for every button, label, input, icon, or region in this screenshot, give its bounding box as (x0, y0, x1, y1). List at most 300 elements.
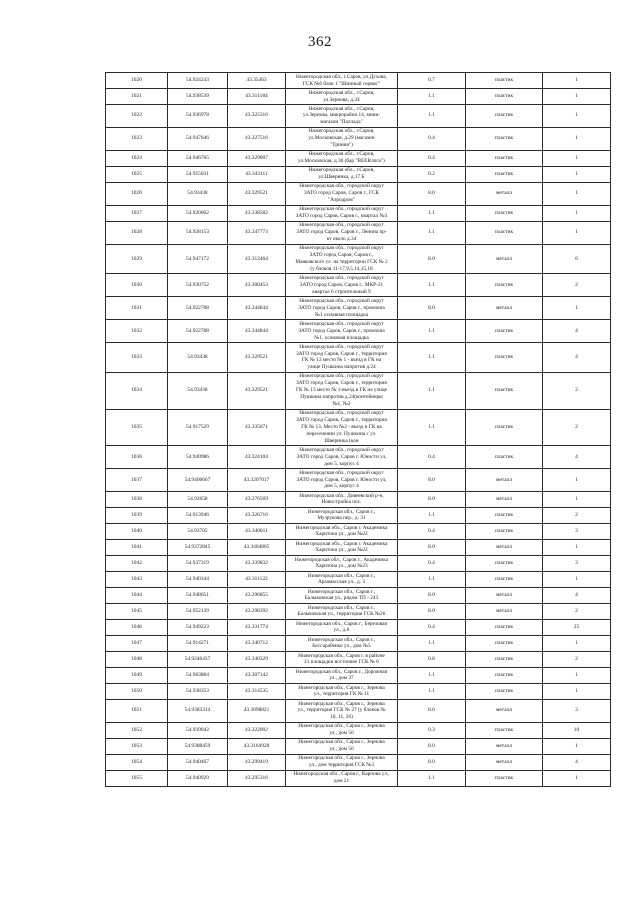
address-line: Бессарабенко ул., дом №5 (312, 643, 371, 650)
container-count-cell: 6 (543, 244, 611, 274)
longitude-cell: 43.329521 (228, 372, 286, 409)
site-number-cell: 1020 (106, 73, 168, 89)
latitude-cell: 54.9406667 (168, 469, 228, 492)
container-volume-cell: 1.1 (398, 683, 466, 699)
address-line: ул., территория ГК № 11 (313, 691, 370, 698)
container-material-cell: пластик (466, 166, 543, 182)
latitude-cell: 54.922788 (168, 297, 228, 320)
address-cell (286, 571, 398, 587)
container-count-cell: 4 (543, 343, 611, 373)
container-material-cell: пластик (466, 274, 543, 297)
address-line: Нижегородская обл., Саров г., Карпова ул., (293, 771, 390, 778)
latitude-cell: 54.917529 (168, 409, 228, 446)
address-line: 10, 11, 26) (330, 714, 353, 721)
address-line: (у блоков 11-17,9,5,14,15,18 (310, 265, 373, 272)
container-material-cell: пластик (466, 770, 543, 786)
latitude-cell: 54.940986 (168, 446, 228, 469)
longitude-cell: 43.312464 (228, 244, 286, 274)
container-count-cell: 2 (543, 651, 611, 667)
address-line: ул., дом территория ГСК №3 (309, 762, 374, 769)
address-line: Нижегородская обл., Саров г., Академика (294, 556, 389, 563)
address-cell (286, 683, 398, 699)
container-material-cell: металл (466, 738, 543, 754)
latitude-cell: 54.949223 (168, 619, 228, 635)
table-row (106, 738, 611, 754)
longitude-cell: 43.338582 (228, 205, 286, 221)
address-line: Шверника (кон (324, 437, 359, 444)
container-volume-cell: 0.4 (398, 127, 466, 150)
longitude-cell: 43.329521 (228, 182, 286, 205)
longitude-cell: 43.299419 (228, 754, 286, 770)
longitude-cell: 43.335671 (228, 409, 286, 446)
table-row (106, 754, 611, 770)
container-material-cell: пластик (466, 89, 543, 105)
latitude-cell: 54.9388459 (168, 738, 228, 754)
table-row (106, 635, 611, 651)
longitude-cell: 43.344844 (228, 297, 286, 320)
container-material-cell: пластик (466, 409, 543, 446)
container-count-cell: 1 (543, 491, 611, 507)
latitude-cell: 54.915031 (168, 166, 228, 182)
address-line: Нижегородская обл., городской округ (299, 410, 384, 417)
container-material-cell: пластик (466, 205, 543, 221)
container-material-cell: пластик (466, 635, 543, 651)
address-line: ЗАТО город Саров, Саров г., промзона (298, 327, 385, 334)
container-volume-cell: 8.0 (398, 244, 466, 274)
address-cell (286, 372, 398, 409)
container-count-cell: 1 (543, 150, 611, 166)
container-count-cell: 1 (543, 73, 611, 89)
longitude-cell: 43.344844 (228, 320, 286, 343)
address-line: Нижегородская обл., г.Саров, (308, 167, 375, 174)
address-line: кт около д.34 (326, 236, 357, 243)
site-number-cell: 1041 (106, 539, 168, 555)
container-count-cell: 2 (543, 603, 611, 619)
site-number-cell: 1051 (106, 699, 168, 722)
table-row (106, 274, 611, 297)
container-count-cell: 1 (543, 770, 611, 786)
longitude-cell: 43.3404805 (228, 539, 286, 555)
container-count-cell: 3 (543, 523, 611, 539)
address-line: ул.Шверника, д.17 Б (318, 174, 365, 181)
container-material-cell: пластик (466, 150, 543, 166)
container-count-cell: 1 (543, 205, 611, 221)
container-volume-cell: 0.8 (398, 651, 466, 667)
longitude-cell: 43.298392 (228, 603, 286, 619)
container-count-cell: 1 (543, 667, 611, 683)
address-line: Нижегородская обл., Саров г., Зернова (298, 739, 385, 746)
site-number-cell: 1050 (106, 683, 168, 699)
container-volume-cell: 1.1 (398, 89, 466, 105)
latitude-cell: 54.937319 (168, 555, 228, 571)
container-count-cell: 1 (543, 571, 611, 587)
address-line: ГК № 13 место № 1-въезд в ГК на улице (296, 387, 387, 394)
address-line: ГСК №6 блок 1 "Шинный сервис" (302, 80, 381, 87)
container-count-cell: 1 (543, 127, 611, 150)
address-line: Нижегородская обл., городской округ (299, 446, 384, 453)
container-volume-cell: 1.1 (398, 770, 466, 786)
address-line: Пушкина напротив д.24(контейнеры (300, 394, 383, 401)
longitude-cell: 43.300453 (228, 274, 286, 297)
container-volume-cell: 1.1 (398, 372, 466, 409)
container-material-cell: пластик (466, 446, 543, 469)
address-line: ЗАТО город Саров, Саров г., территория (296, 380, 387, 387)
address-line: пересечении ул. Пушкина с ул. (306, 430, 377, 437)
container-material-cell: пластик (466, 73, 543, 89)
container-material-cell: металл (466, 182, 543, 205)
address-line: №1, основная площадка (314, 334, 369, 341)
address-cell (286, 105, 398, 128)
address-line: Харитона ул., дом №22 (315, 531, 368, 538)
address-cell (286, 635, 398, 651)
site-number-cell: 1053 (106, 738, 168, 754)
address-line: №1 основная площадка (314, 311, 369, 318)
site-number-cell: 1040 (106, 523, 168, 539)
container-count-cell: 1 (543, 738, 611, 754)
latitude-cell: 54.924243 (168, 73, 228, 89)
address-line: дом 21 (333, 778, 350, 785)
container-volume-cell: 1.1 (398, 205, 466, 221)
longitude-cell: 43.347773 (228, 221, 286, 244)
container-material-cell: пластик (466, 571, 543, 587)
container-volume-cell: 8.0 (398, 754, 466, 770)
table-row (106, 343, 611, 373)
container-volume-cell: 1.1 (398, 507, 466, 523)
site-number-cell: 1028 (106, 221, 168, 244)
site-number-cell: 1049 (106, 667, 168, 683)
table-row (106, 491, 611, 507)
address-line: ЗАТО город Саров, Саров г., Ленина пр- (296, 229, 387, 236)
address-line: ГК № 13. Место №2 - въезд в ГК на (301, 423, 382, 430)
container-count-cell: 1 (543, 89, 611, 105)
address-line: Нижегородская обл., Дивеевский р-н, (299, 492, 384, 499)
address-line: магазин "Палладa" (320, 119, 363, 126)
site-number-cell: 1029 (106, 244, 168, 274)
container-material-cell: пластик (466, 619, 543, 635)
container-sites-table (105, 72, 611, 787)
longitude-cell: 43.327516 (228, 127, 286, 150)
address-line: дом 5, корпус 4 (324, 460, 359, 467)
site-number-cell: 1027 (106, 205, 168, 221)
longitude-cell: 43.340329 (228, 651, 286, 667)
latitude-cell: 54.9372845 (168, 539, 228, 555)
container-count-cell: 1 (543, 182, 611, 205)
container-material-cell: металл (466, 603, 543, 619)
address-cell (286, 343, 398, 373)
container-material-cell: пластик (466, 507, 543, 523)
address-line: Харитона ул., дом №22 (315, 547, 368, 554)
latitude-cell: 54.914271 (168, 635, 228, 651)
container-count-cell: 4 (543, 754, 611, 770)
longitude-cell: 43.343111 (228, 166, 286, 182)
latitude-cell: 54.92658 (168, 491, 228, 507)
latitude-cell: 54.963884 (168, 667, 228, 683)
address-line: Нижегородская обл., г.Саров, (308, 151, 375, 158)
address-line: Нижегородская обл., Саров г., Зернова (298, 700, 385, 707)
address-cell (286, 754, 398, 770)
address-cell (286, 274, 398, 297)
address-line: "Аэродром" (328, 197, 355, 204)
address-cell (286, 619, 398, 635)
site-number-cell: 1033 (106, 343, 168, 373)
table-row (106, 409, 611, 446)
address-line: 21 площадки восточнее ГСК № 6 (304, 659, 379, 666)
longitude-cell: 43.314535 (228, 683, 286, 699)
table-row (106, 297, 611, 320)
longitude-cell: 43.3164928 (228, 738, 286, 754)
container-volume-cell: 8.0 (398, 182, 466, 205)
address-line: Нижегородская обл., Саров г., (307, 604, 376, 611)
table-row (106, 182, 611, 205)
address-cell (286, 539, 398, 555)
container-material-cell: металл (466, 244, 543, 274)
address-line: Нижегородская обл., городской округ (299, 320, 384, 327)
address-line: Нижегородская обл., Саров г., (307, 508, 376, 515)
site-number-cell: 1042 (106, 555, 168, 571)
address-line: Нижегородская обл., Саров г., (307, 636, 376, 643)
container-count-cell: 3 (543, 699, 611, 722)
container-volume-cell: 1.1 (398, 571, 466, 587)
site-number-cell: 1044 (106, 587, 168, 603)
site-number-cell: 1048 (106, 651, 168, 667)
container-material-cell: металл (466, 297, 543, 320)
address-line: ул., дом 50 (329, 730, 354, 737)
container-count-cell: 1 (543, 297, 611, 320)
address-cell (286, 555, 398, 571)
site-number-cell: 1030 (106, 274, 168, 297)
latitude-cell: 54.93705 (168, 523, 228, 539)
longitude-cell: 43.329521 (228, 343, 286, 373)
address-line: ЗАТО город Саров, Саров г., квартал №3 (295, 213, 388, 220)
container-count-cell: 10 (543, 722, 611, 738)
site-number-cell: 1036 (106, 446, 168, 469)
container-volume-cell: 8.0 (398, 297, 466, 320)
longitude-cell: 43.340712 (228, 635, 286, 651)
latitude-cell: 54.940467 (168, 754, 228, 770)
longitude-cell: 43.339832 (228, 555, 286, 571)
site-number-cell: 1021 (106, 89, 168, 105)
latitude-cell: 54.93438 (168, 343, 228, 373)
table-row (106, 603, 611, 619)
table-row (106, 469, 611, 492)
site-number-cell: 1031 (106, 297, 168, 320)
site-number-cell: 1043 (106, 571, 168, 587)
site-number-cell: 1034 (106, 372, 168, 409)
address-line: Нижегородская обл., Саров г., Зернова (298, 723, 385, 730)
address-line: Нижегородская обл., городской округ (299, 183, 384, 190)
table-row (106, 619, 611, 635)
table-row (106, 73, 611, 89)
address-cell (286, 127, 398, 150)
container-count-cell: 1 (543, 105, 611, 128)
longitude-cell: 43.276569 (228, 491, 286, 507)
address-line: ЗАТО город Саров, Саров г., (309, 252, 374, 259)
container-material-cell: пластик (466, 127, 543, 150)
address-cell (286, 651, 398, 667)
address-line: Нижегородская обл., Саров г., Березовая (296, 620, 387, 627)
container-volume-cell: 8.0 (398, 699, 466, 722)
container-volume-cell: 1.1 (398, 105, 466, 128)
address-cell (286, 507, 398, 523)
address-line: Нижегородская обл., городской округ (299, 274, 384, 281)
container-material-cell: пластик (466, 722, 543, 738)
latitude-cell: 54.9246437 (168, 651, 228, 667)
address-line: Нижегородская обл., Саров г., (307, 588, 376, 595)
table-row (106, 105, 611, 128)
container-volume-cell: 0.4 (398, 523, 466, 539)
address-line: Нижегородская обл., г.Саров, (308, 89, 375, 96)
container-material-cell: пластик (466, 343, 543, 373)
address-line: "Триния") (330, 142, 353, 149)
address-line: ЗАТО город Саров, Саров г., МКР-21 (299, 281, 384, 288)
container-material-cell: металл (466, 491, 543, 507)
latitude-cell: 54.920062 (168, 205, 228, 221)
address-cell (286, 182, 398, 205)
site-number-cell: 1038 (106, 491, 168, 507)
table-row (106, 651, 611, 667)
address-line: Нижегородская обл., Саров г., Зернова (298, 755, 385, 762)
site-number-cell: 1047 (106, 635, 168, 651)
address-line: Нижегородская обл., г.Саров, (308, 128, 375, 135)
table-body (106, 73, 611, 787)
address-line: ул., дом 37 (329, 675, 354, 682)
address-cell (286, 603, 398, 619)
address-line: Нижегородская обл., городской округ (299, 297, 384, 304)
container-count-cell: 4 (543, 587, 611, 603)
container-material-cell: пластик (466, 523, 543, 539)
container-count-cell: 25 (543, 619, 611, 635)
longitude-cell: 43.331774 (228, 619, 286, 635)
address-line: ул., территория ГСК № 27 (у блоков № (297, 707, 386, 714)
latitude-cell: 54.913946 (168, 507, 228, 523)
latitude-cell: 54.936978 (168, 105, 228, 128)
address-line: ЗАТО город Саров, Саров г., территория (296, 417, 387, 423)
address-line: Нижегородская обл., Саров г. Академика (295, 540, 388, 547)
latitude-cell: 54.948651 (168, 587, 228, 603)
site-number-cell: 1035 (106, 409, 168, 446)
address-line: Нижегородская обл., г.Саров, ул.Духова, (296, 73, 387, 80)
address-cell (286, 469, 398, 492)
address-cell (286, 244, 398, 274)
longitude-cell: 43.340811 (228, 523, 286, 539)
site-number-cell: 1054 (106, 754, 168, 770)
container-volume-cell: 1.1 (398, 320, 466, 343)
container-material-cell: металл (466, 699, 543, 722)
latitude-cell: 54.939042 (168, 722, 228, 738)
table-row (106, 571, 611, 587)
address-line: ул.Московская, д.29 (магазин (308, 135, 375, 142)
address-cell (286, 166, 398, 182)
address-line: Маяковского ул. на территории ГСК № 2 (295, 258, 388, 265)
address-cell (286, 73, 398, 89)
address-line: ул.Московская, д.30 (бар "BEERлога") (298, 158, 385, 165)
address-cell (286, 297, 398, 320)
container-count-cell: 4 (543, 320, 611, 343)
latitude-cell: 54.938353 (168, 683, 228, 699)
table-row (106, 507, 611, 523)
longitude-cell: 43.326716 (228, 507, 286, 523)
table-row (106, 446, 611, 469)
container-volume-cell: 0.7 (398, 73, 466, 89)
latitude-cell: 54.93438 (168, 372, 228, 409)
container-material-cell: пластик (466, 372, 543, 409)
longitude-cell: 43.3207017 (228, 469, 286, 492)
table-row (106, 205, 611, 221)
address-line: Нижегородская обл., городской округ (299, 469, 384, 476)
address-cell (286, 738, 398, 754)
address-line: Нижегородская обл., городской округ (299, 222, 384, 229)
container-material-cell: пластик (466, 221, 543, 244)
address-line: Нижегородская обл., городской округ (299, 343, 384, 350)
table-row (106, 770, 611, 786)
longitude-cell: 43.311122 (228, 571, 286, 587)
address-cell (286, 320, 398, 343)
table-row (106, 244, 611, 274)
container-count-cell: 1 (543, 166, 611, 182)
latitude-cell: 54.928153 (168, 221, 228, 244)
table-row (106, 587, 611, 603)
table-row (106, 127, 611, 150)
address-line: Нижегородская обл., Саров г., Зернова (298, 684, 385, 691)
site-number-cell: 1039 (106, 507, 168, 523)
latitude-cell: 54.946765 (168, 150, 228, 166)
container-material-cell: пластик (466, 667, 543, 683)
latitude-cell: 54.940344 (168, 571, 228, 587)
table-row (106, 89, 611, 105)
address-line: ЗАТО город Саров, Саров г., промзона (298, 304, 385, 311)
address-cell (286, 667, 398, 683)
site-number-cell: 1045 (106, 603, 168, 619)
address-line: ЗАТО город Саров, Саров г. Юности ул, (296, 453, 387, 460)
address-cell (286, 221, 398, 244)
address-line: Нижегородская обл., городской округ (299, 245, 384, 252)
container-volume-cell: 8.0 (398, 738, 466, 754)
latitude-cell: 54.922788 (168, 320, 228, 343)
latitude-cell: 54.9383314 (168, 699, 228, 722)
container-count-cell: 1 (543, 635, 611, 651)
longitude-cell: 43.35463 (228, 73, 286, 89)
table-row (106, 372, 611, 409)
container-material-cell: пластик (466, 651, 543, 667)
latitude-cell: 54.93438 (168, 182, 228, 205)
address-line: ЗАТО город Саров, Саров г., ГСК (303, 190, 380, 197)
address-cell (286, 446, 398, 469)
address-cell (286, 587, 398, 603)
container-count-cell: 1 (543, 683, 611, 699)
container-material-cell: пластик (466, 683, 543, 699)
container-count-cell: 1 (543, 221, 611, 244)
longitude-cell: 43.324104 (228, 446, 286, 469)
address-line: ЗАТО город Саров, Саров г., территория (296, 350, 387, 357)
table-row (106, 221, 611, 244)
address-line: Нижегородская обл., городской округ (299, 373, 384, 380)
site-number-cell: 1022 (106, 105, 168, 128)
address-cell (286, 89, 398, 105)
table-row (106, 539, 611, 555)
longitude-cell: 43.295316 (228, 770, 286, 786)
address-line: Музрукова пер., д. 31 (317, 515, 366, 522)
address-line: Нижегородская обл., г.Саров, (308, 105, 375, 112)
address-line: Нижегородская обл., Саров г., (307, 572, 376, 579)
address-line: ул., д.6 (333, 627, 350, 634)
table-row (106, 166, 611, 182)
address-cell (286, 409, 398, 446)
container-material-cell: металл (466, 587, 543, 603)
address-line: Нижегородская обл., городской округ (299, 206, 384, 213)
site-number-cell: 1024 (106, 150, 168, 166)
site-number-cell: 1052 (106, 722, 168, 738)
site-number-cell: 1037 (106, 469, 168, 492)
